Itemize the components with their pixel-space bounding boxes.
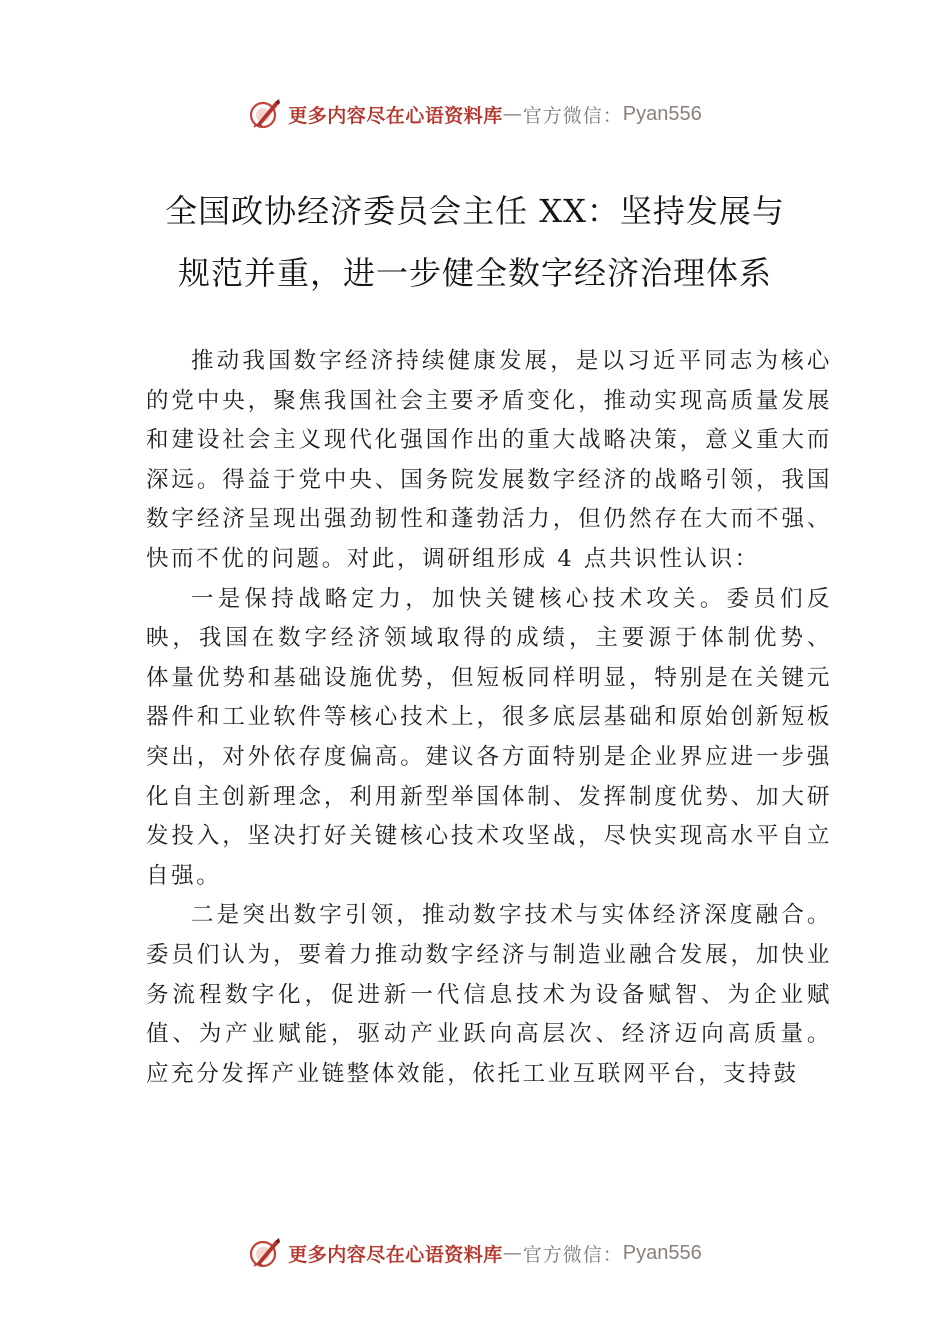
paragraph-intro: 推动我国数字经济持续健康发展，是以习近平同志为核心的党中央，聚焦我国社会主要矛盾变化，推动实现高质量发展和建设社会主义现代化强国作出的重大战略决策，意义重大而深远。得益于党中央、国务院发展数字经济的战略引领，我国数字经济呈现出强劲韧性和蓬勃活力，但仍然存在大而不强、快而不优的问题。对此，调研组形成 4 点共识性认识： bbox=[146, 348, 832, 572]
wechat-label: 官方微信： bbox=[522, 1243, 623, 1266]
brand-name: 更多内容尽在心语资料库 bbox=[288, 104, 503, 127]
paragraph-point-2: 二是突出数字引领，推动数字技术与实体经济深度融合。委员们认为，要着力推动数字经济与制造业融合发展，加快业务流程数字化，促进新一代信息技术为设备赋智、为企业赋值、为产业赋能，驱动产业跃向高层次、经济迈向高质量。 应充分发挥产业链整体效能，依托工业互联网平台，支持鼓 bbox=[146, 902, 832, 1087]
wechat-label: 官方微信： bbox=[522, 104, 623, 127]
document-body bbox=[146, 342, 832, 1094]
wechat-id: Pyan556 bbox=[622, 102, 702, 125]
title-line-2: 规范并重，进一步健全数字经济治理体系 bbox=[177, 254, 772, 292]
wechat-id: Pyan556 bbox=[622, 1241, 702, 1264]
banner-separator: — bbox=[502, 103, 523, 125]
header-watermark bbox=[0, 94, 950, 134]
brand-name: 更多内容尽在心语资料库 bbox=[288, 1243, 503, 1266]
pen-logo-icon bbox=[248, 1236, 282, 1270]
footer-watermark bbox=[0, 1233, 950, 1273]
paragraph-point-1: 一是保持战略定力，加快关键核心技术攻关。委员们反映，我国在数字经济领域取得的成绩，主要源于体制优势、 体量优势和基础设施优势，但短板同样明显，特别是在关键元器件和工业软件等核心技术上，很多底层基础和原始创新短板突出，对外依存度偏高。建议各方面特别是企业界应进一步强化自主创新理念，利用新型举国体制、发挥制度优势、加大研发投入，坚决打好关键核心技术攻坚战，尽快实现高水平自立自强。 bbox=[146, 585, 832, 889]
pen-logo-icon bbox=[248, 97, 282, 131]
banner-separator: — bbox=[502, 1242, 523, 1264]
title-line-1: 全国政协经济委员会主任 XX：坚持发展与 bbox=[165, 192, 785, 230]
document-title bbox=[120, 180, 830, 304]
